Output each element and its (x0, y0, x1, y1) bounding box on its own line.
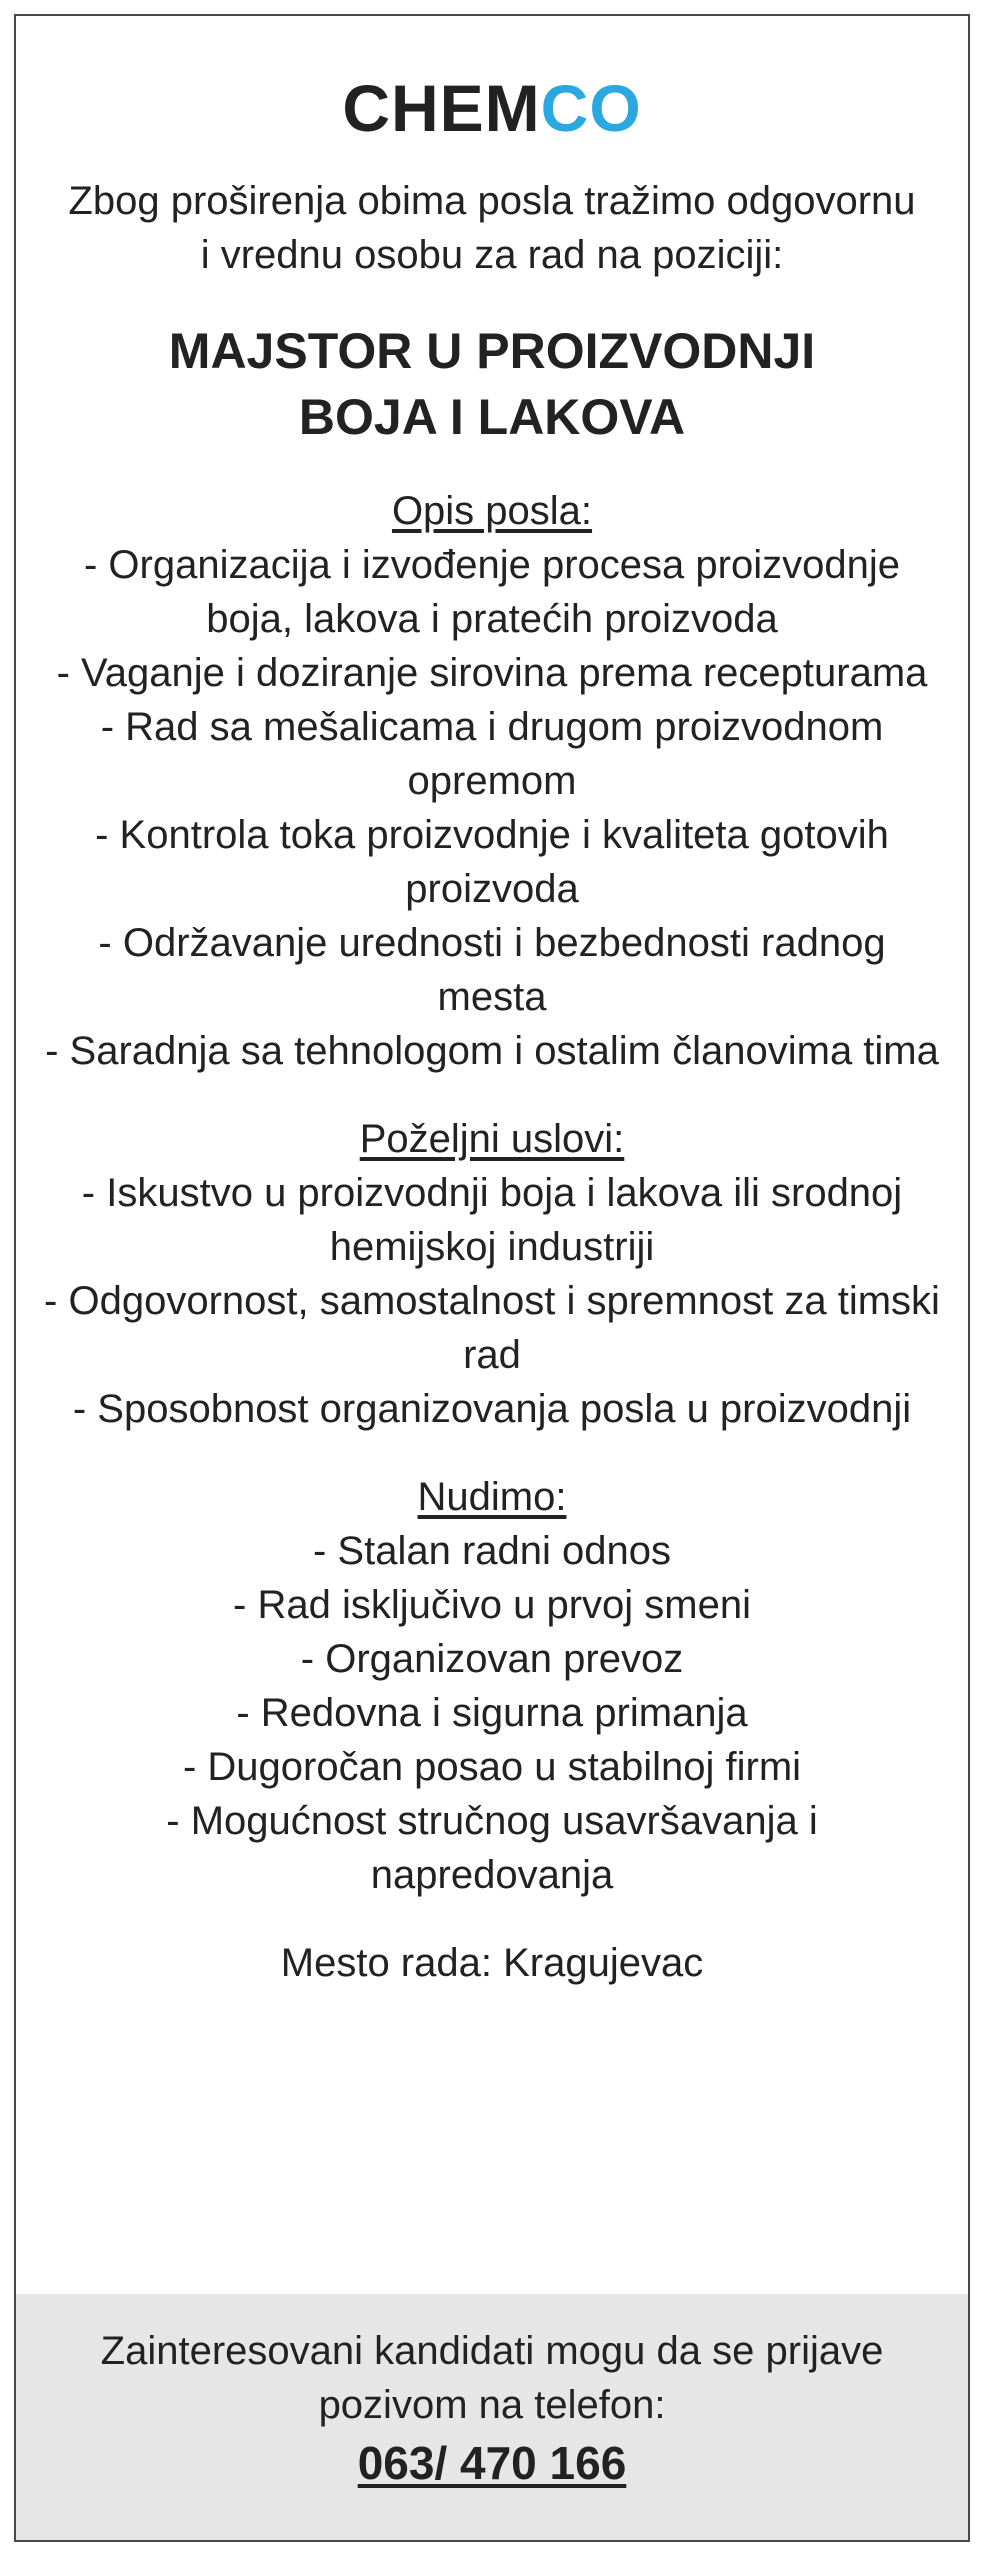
section-we-offer (42, 1470, 942, 1902)
list-item: - Organizacija i izvođenje procesa proizvodnje boja, lakova i pratećih proizvoda (84, 543, 900, 641)
list-item: - Stalan radni odnos (312, 1529, 671, 1573)
section-list (42, 538, 942, 1078)
section-job-description (42, 484, 942, 1078)
list-item: - Rad sa mešalicama i drugom proizvodnom opremom (100, 705, 884, 803)
section-heading: Poželjni uslovi: (359, 1117, 625, 1161)
list-item: - Dugoročan posao u stabilnoj firmi (182, 1745, 802, 1789)
job-title-line-2: BOJA I LAKOVA (298, 389, 686, 445)
logo-text-co: CO (540, 71, 642, 145)
section-preferred-conditions (42, 1112, 942, 1436)
list-item: - Održavanje urednosti i bezbednosti radnog mesta (98, 921, 886, 1019)
job-ad-frame (14, 14, 970, 2542)
contact-text: Zainteresovani kandidati mogu da se prijave pozivom na telefon: (100, 2329, 884, 2427)
list-item: - Vaganje i doziranje sirovina prema recepturama (56, 651, 928, 695)
work-location: Mesto rada: Kragujevac (280, 1941, 704, 1985)
job-title-line-1: MAJSTOR U PROIZVODNJI (168, 323, 816, 379)
list-item: - Saradnja sa tehnologom i ostalim članovima tima (45, 1029, 939, 1073)
list-item: - Organizovan prevoz (300, 1637, 684, 1681)
section-heading: Opis posla: (391, 489, 593, 533)
list-item: - Sposobnost organizovanja posla u proizvodnji (72, 1387, 912, 1431)
logo-text-chem: CHEM (342, 71, 541, 145)
job-title (62, 318, 922, 450)
section-heading: Nudimo: (417, 1475, 567, 1519)
list-item: - Iskustvo u proizvodnji boja i lakova ili srodnoj hemijskoj industriji (81, 1171, 903, 1269)
section-list (42, 1524, 942, 1902)
list-item: - Kontrola toka proizvodnje i kvaliteta gotovih proizvoda (95, 813, 889, 911)
list-item: - Redovna i sigurna primanja (236, 1691, 748, 1735)
phone-number[interactable]: 063/ 470 166 (357, 2437, 627, 2489)
list-item: - Rad isključivo u prvoj smeni (233, 1583, 751, 1627)
company-logo (16, 68, 968, 148)
list-item: - Odgovornost, samostalnost i spremnost za timski rad (44, 1279, 940, 1377)
list-item: - Mogućnost stručnog usavršavanja i napredovanja (166, 1799, 818, 1897)
section-list (42, 1166, 942, 1436)
contact-box (16, 2294, 968, 2540)
intro-text: Zbog proširenja obima posla tražimo odgovornu i vrednu osobu za rad na poziciji: (68, 179, 916, 277)
